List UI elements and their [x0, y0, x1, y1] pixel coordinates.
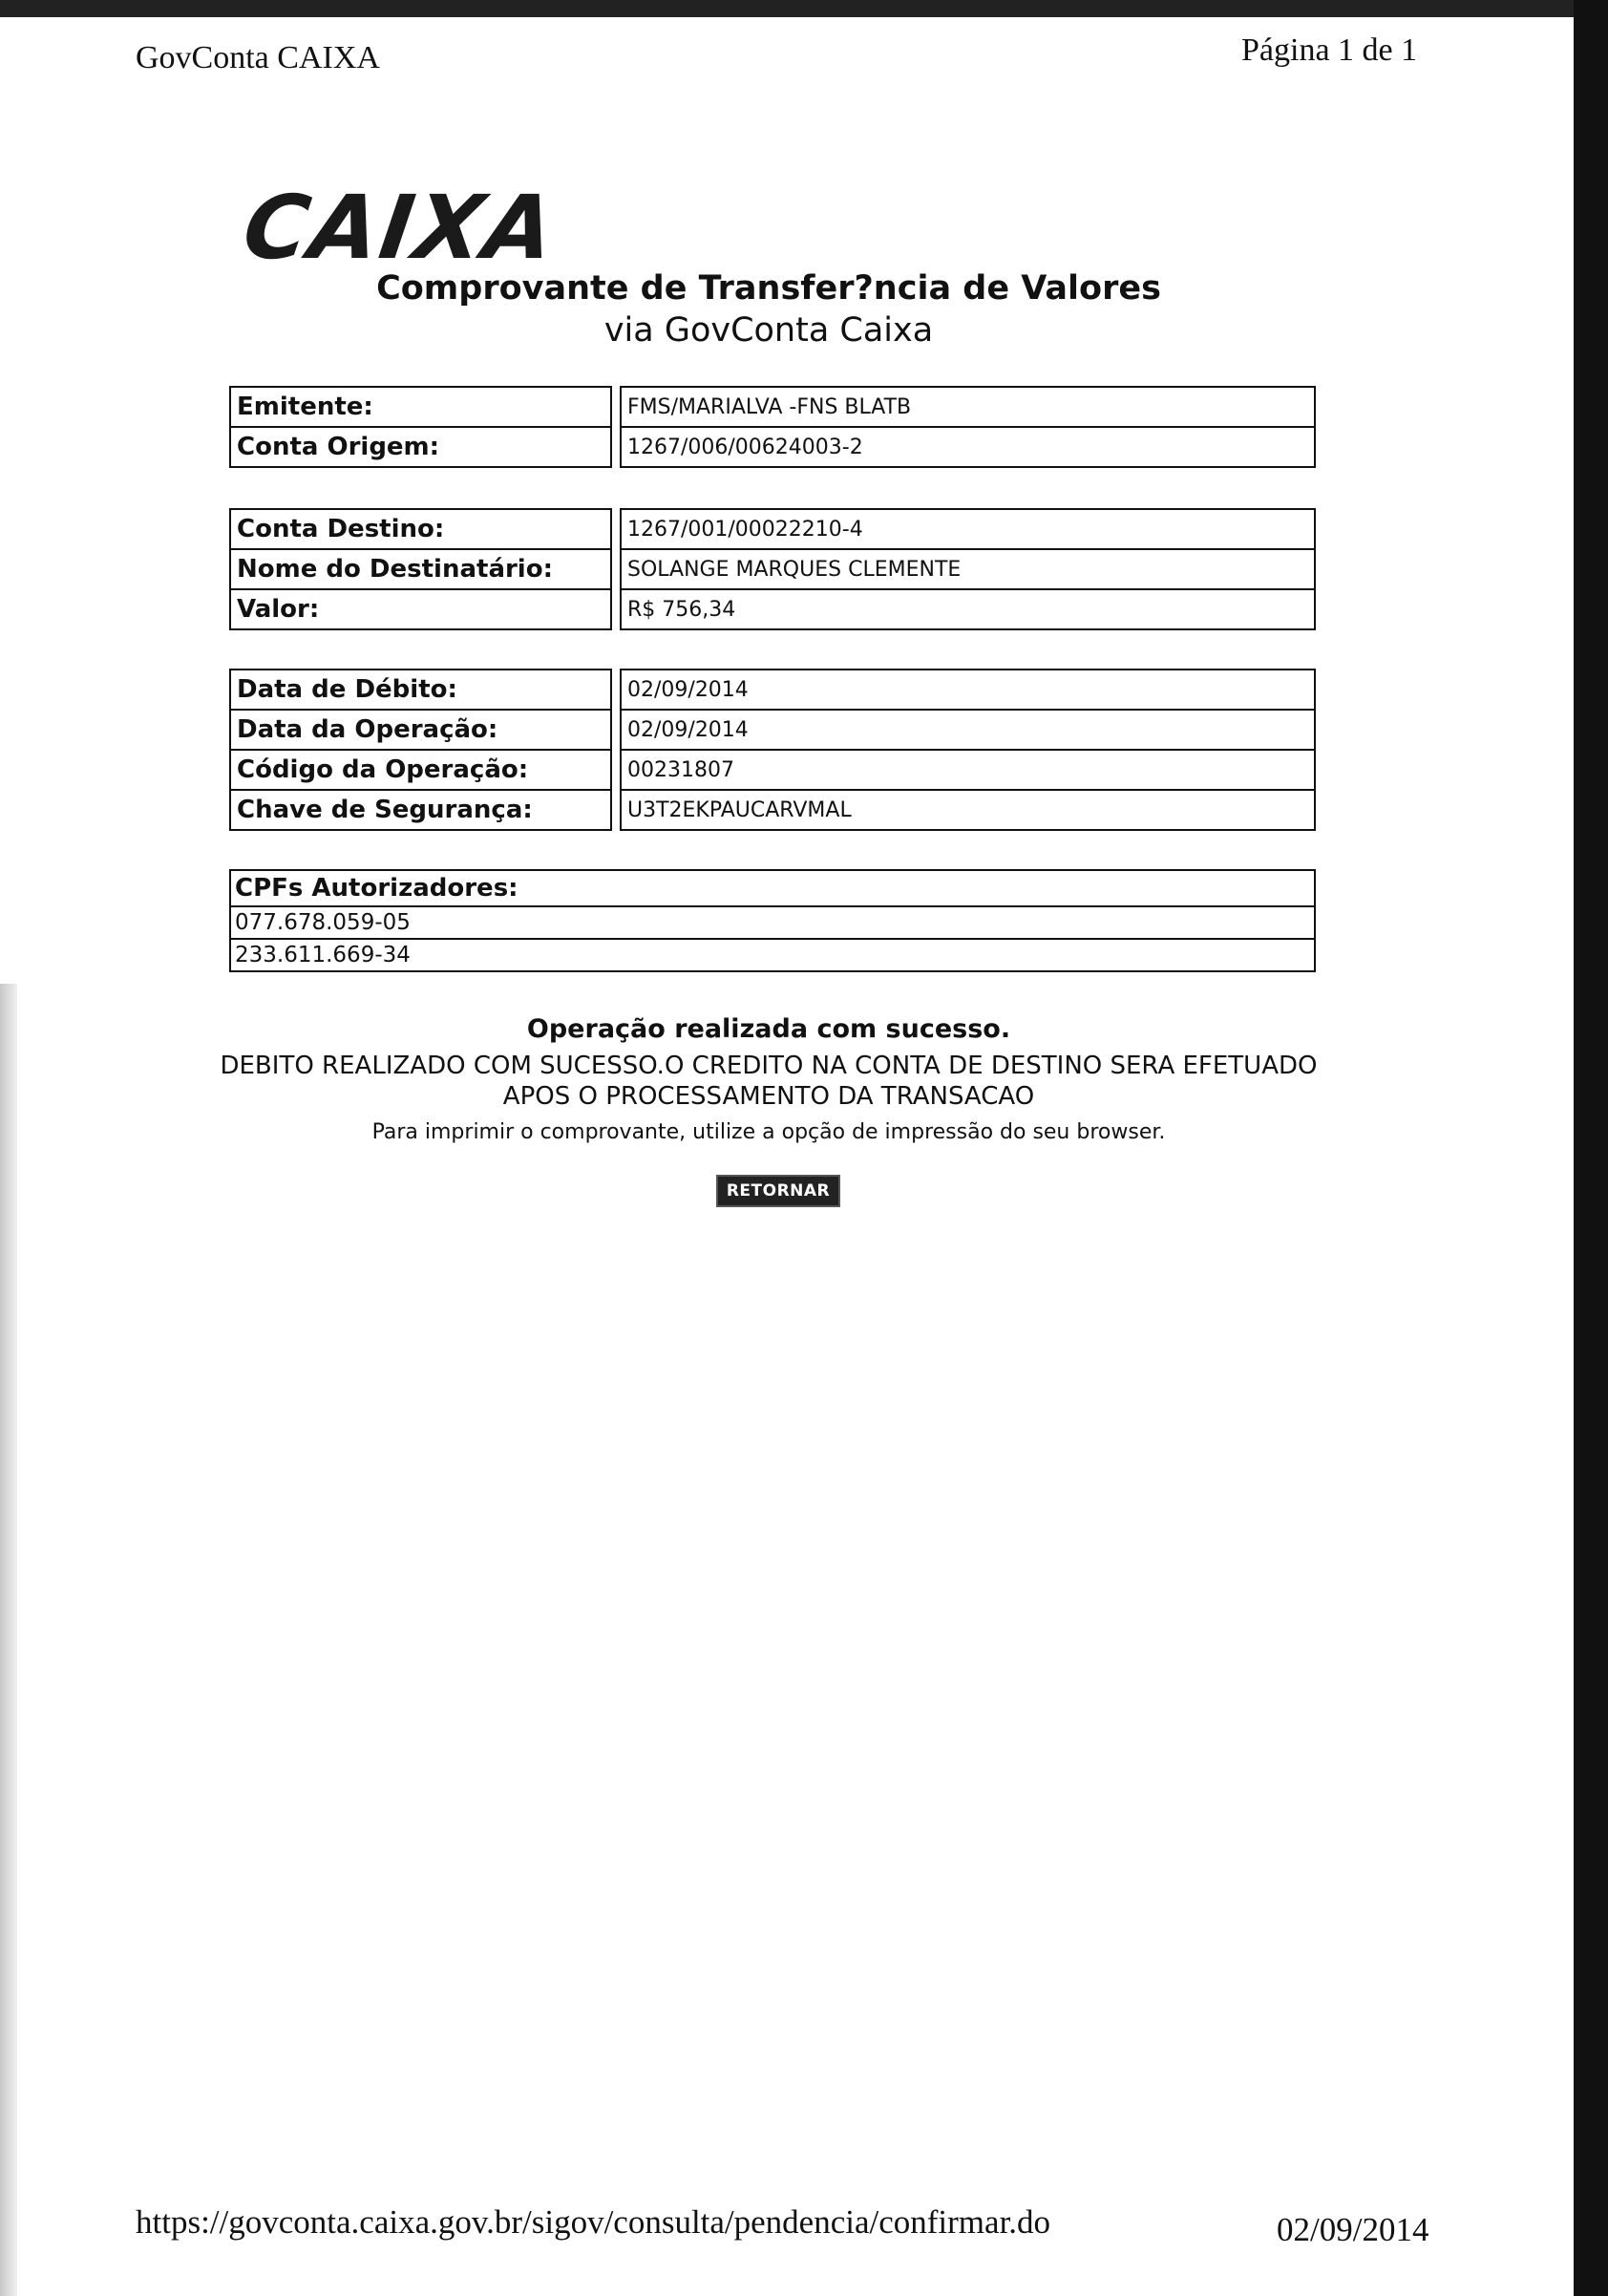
field-label: Data da Operação:: [230, 710, 611, 750]
field-value: U3T2EKPAUCARVMAL: [621, 790, 1315, 830]
table-row: [230, 870, 1315, 906]
field-label: Valor:: [230, 589, 611, 629]
document-title: Comprovante de Transfer?ncia de Valores: [376, 269, 1161, 308]
operation-table: [229, 669, 1316, 831]
field-value: 02/09/2014: [621, 670, 1315, 710]
cpf-table: [229, 869, 1316, 972]
scan-right-edge: [1574, 0, 1608, 2296]
field-value: SOLANGE MARQUES CLEMENTE: [621, 549, 1315, 589]
caixa-logo: CAIXA: [237, 177, 562, 279]
field-value: FMS/MARIALVA -FNS BLATB: [621, 387, 1315, 427]
field-label: Chave de Segurança:: [230, 790, 611, 830]
field-value: 1267/001/00022210-4: [621, 509, 1315, 549]
table-row: [230, 939, 1315, 971]
print-header-page-number: Página 1 de 1: [1241, 32, 1418, 68]
table-row: [230, 589, 1315, 629]
field-label: Data de Débito:: [230, 670, 611, 710]
field-value: 1267/006/00624003-2: [621, 427, 1315, 467]
field-label: Nome do Destinatário:: [230, 549, 611, 589]
field-value: 00231807: [621, 750, 1315, 790]
table-row: [230, 790, 1315, 830]
origin-table: [229, 386, 1316, 468]
field-label: Emitente:: [230, 387, 611, 427]
cpf-item: 077.678.059-05: [230, 906, 1315, 939]
field-label: Conta Destino:: [230, 509, 611, 549]
cpf-heading: CPFs Autorizadores:: [230, 870, 1315, 906]
field-label: Conta Origem:: [230, 427, 611, 467]
table-row: [230, 427, 1315, 467]
scan-top-edge: [0, 0, 1608, 17]
print-hint: Para imprimir o comprovante, utilize a opção de impressão do seu browser.: [371, 1120, 1166, 1144]
table-row: [230, 387, 1315, 427]
field-value: 02/09/2014: [621, 710, 1315, 750]
print-header-title: GovConta CAIXA: [136, 40, 380, 75]
table-row: [230, 710, 1315, 750]
table-row: [230, 750, 1315, 790]
field-label: Código da Operação:: [230, 750, 611, 790]
table-row: [230, 509, 1315, 549]
detail-message-line-2: APOS O PROCESSAMENTO DA TRANSACAO: [502, 1082, 1035, 1111]
print-footer-date: 02/09/2014: [1277, 2211, 1429, 2248]
success-message: Operação realizada com sucesso.: [526, 1014, 1011, 1044]
scan-left-shadow: [0, 984, 17, 2296]
table-row: [230, 906, 1315, 939]
return-button[interactable]: RETORNAR: [716, 1175, 840, 1207]
cpf-item: 233.611.669-34: [230, 939, 1315, 971]
destination-table: [229, 508, 1316, 630]
print-footer-url: https://govconta.caixa.gov.br/sigov/consulta/pendencia/confirmar.do: [136, 2203, 1051, 2241]
field-value: R$ 756,34: [621, 589, 1315, 629]
table-row: [230, 549, 1315, 589]
detail-message-line-1: DEBITO REALIZADO COM SUCESSO.O CREDITO NA CONTA DE DESTINO SERA EFETUADO: [220, 1052, 1318, 1080]
table-row: [230, 670, 1315, 710]
document-subtitle: via GovConta Caixa: [603, 311, 934, 350]
